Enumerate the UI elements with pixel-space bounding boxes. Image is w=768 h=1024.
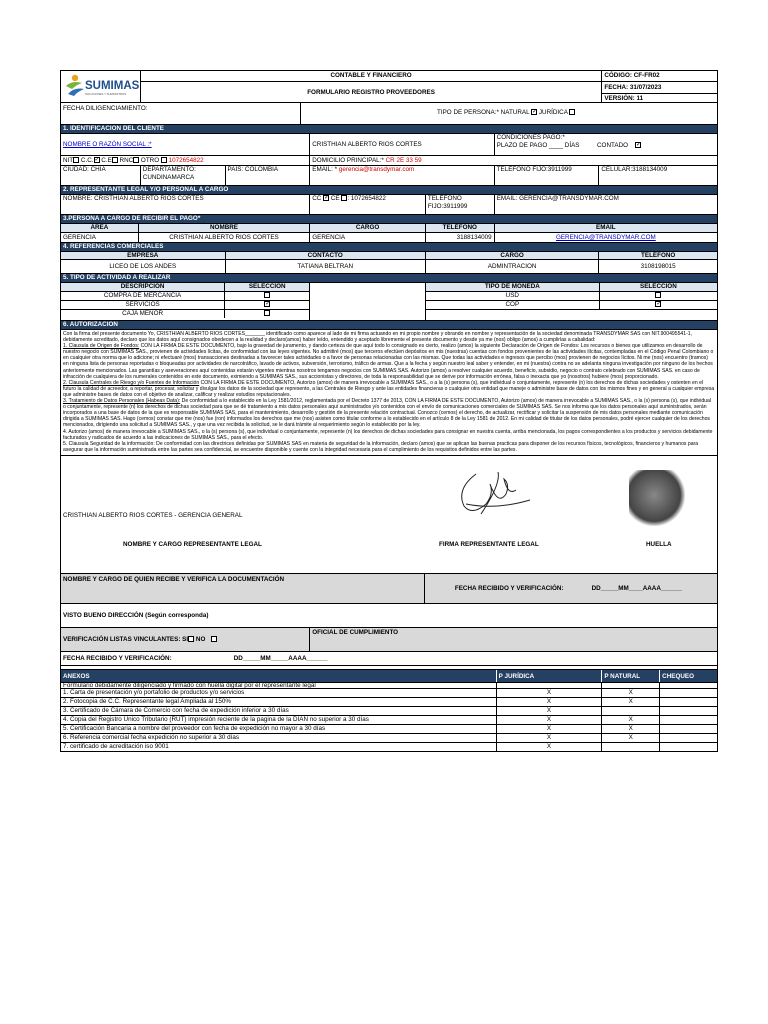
- col-ref-cargo: CARGO: [426, 252, 599, 260]
- ref-data-row: [60, 260, 718, 274]
- id-type-field: NIT C.C.✓ C.E RNC OTRO 1072654822: [61, 156, 310, 165]
- juridica-checkbox[interactable]: [569, 109, 575, 115]
- celular-field[interactable]: CELULAR:3188134009: [601, 166, 668, 173]
- contado-label: CONTADO: [597, 141, 629, 149]
- anexo-chequeo[interactable]: [660, 707, 717, 715]
- rep-id-field[interactable]: CC ✓ CE : 1072654822: [310, 195, 426, 214]
- pais-field[interactable]: PAÍS: COLOMBIA: [226, 166, 311, 185]
- anexo-juridica: X: [497, 716, 603, 724]
- moneda-item: COP ✓: [426, 301, 717, 310]
- name-value[interactable]: CRISTHIAN ALBERTO RIOS CORTES: [310, 134, 494, 155]
- listas-field: VERIFICACIÓN LISTAS VINCULANTES: SI NO: [61, 628, 310, 651]
- fecha2-row: [60, 652, 718, 666]
- form-title: FORMULARIO REGISTRO PROVEEDORES: [307, 89, 435, 96]
- otro-checkbox[interactable]: [161, 157, 167, 163]
- natural-checkbox[interactable]: ✓: [532, 109, 538, 116]
- anexo-row: [60, 698, 718, 707]
- visto-bueno-label: VISTO BUENO DIRECCIÓN (Según corresponda): [63, 611, 209, 619]
- auth-clause-2: 2. Clausula Centrales de Riesgo y/o Fuentes de Información CON LA FIRMA DE ESTE DOCUMENTO, Autorizo (amos) de manera irrevocable a SUMIMAS SAS., o a la (s) persona (s), que individual o conjuntamente, represente (n) los derechos de dichas sociedades y ostenten en el futuro la calidad de acreedor, a reportar, procesar, solicitar y divulgar los datos de la sociedad que represento, a las Centrales de Riesgo y ante las entidades financieras o cualquier otra entidad que maneje o administre base de datos con los mismos fines y en general a cualquier empresa que administre bases de datos con el objetivo de analizar, calificar y realizar estudios reputacionales.: [63, 379, 715, 398]
- compra-checkbox[interactable]: [264, 292, 270, 298]
- anexo-chequeo[interactable]: [660, 683, 717, 688]
- departamento-field[interactable]: DEPARTAMENTO: CUNDINAMARCA: [141, 166, 226, 185]
- anexo-natural: [602, 707, 660, 715]
- rnc-checkbox[interactable]: [133, 157, 139, 163]
- ciudad-field[interactable]: CIUDAD: CHIA: [61, 166, 141, 185]
- oficial-label: OFICIAL DE CUMPLIMIENTO: [312, 628, 399, 636]
- anexo-text: 6. Referencia comercial fecha expedición no superior a 30 días: [61, 734, 497, 742]
- anexo-natural: X: [602, 689, 660, 697]
- huella-label: HUELLA: [646, 540, 672, 548]
- signature-icon: [446, 464, 536, 524]
- logo: [61, 71, 141, 102]
- authorization-text: [60, 330, 718, 456]
- nit-checkbox[interactable]: [73, 157, 79, 163]
- fecha2-field[interactable]: FECHA RECIBIDO Y VERIFICACIÓN: DD_____MM_____AAAA______: [63, 654, 328, 662]
- document-meta: [602, 71, 717, 102]
- anexo-text: 3. Certificado de Cámara de Comercio con fecha de expedición inferior a 30 días: [61, 707, 497, 715]
- juridica-label: JURÍDICA: [538, 109, 568, 116]
- col-email: EMAIL: [596, 224, 616, 231]
- id-number[interactable]: 1072654822: [168, 157, 204, 164]
- col-anexos: ANEXOS: [61, 670, 497, 682]
- rep-cc-checkbox[interactable]: ✓: [324, 195, 330, 202]
- form-date: FECHA: 31/07/2023: [602, 82, 717, 94]
- anexo-natural: X: [602, 698, 660, 706]
- col-nombre: NOMBRE: [139, 224, 310, 232]
- payment-conditions: [495, 134, 717, 155]
- anexo-chequeo[interactable]: [660, 716, 717, 724]
- moneda-table: [426, 283, 717, 320]
- recibe-label: NOMBRE Y CARGO DE QUIEN RECIBE Y VERIFICA LA DOCUMENTACIÓN: [61, 574, 425, 603]
- anexo-chequeo[interactable]: [660, 734, 717, 742]
- actividad-table: [60, 283, 718, 321]
- anexo-row: [60, 689, 718, 698]
- anexo-chequeo[interactable]: [660, 725, 717, 733]
- ce-checkbox[interactable]: [112, 157, 118, 163]
- anexo-chequeo[interactable]: [660, 698, 717, 706]
- pago-nombre[interactable]: CRISTHIAN ALBERTO RIOS CORTES: [139, 233, 310, 242]
- anexo-chequeo[interactable]: [660, 689, 717, 697]
- fecha-recibido-field[interactable]: FECHA RECIBIDO Y VERIFICACIÓN: DD_____MM____AAAA______: [454, 584, 682, 592]
- usd-checkbox[interactable]: [655, 292, 661, 298]
- listas-row: [60, 628, 718, 652]
- form-code: CÓDIGO: CF-FR02: [602, 71, 717, 82]
- anexo-juridica: [497, 683, 603, 688]
- col-tipo-moneda: TIPO DE MONEDA: [426, 283, 600, 291]
- name-label: NOMBRE O RAZÓN SOCIAL :*: [61, 134, 310, 155]
- rep-nombre-field[interactable]: NOMBRE: CRISTHIAN ALBERTO RIOS CORTES: [61, 195, 310, 214]
- cond-pago-label: CONDICIONES PAGO:*: [496, 134, 565, 141]
- listas-si-checkbox[interactable]: [188, 636, 194, 642]
- anexo-row: [60, 707, 718, 716]
- auth-clause-3: 3. Tratamiento de Datos Personales (Habeas Data): De conformidad a lo establecido en la Ley 1581/2012, reglamentada por el Decreto 1377 de 2013, CON LA FIRMA DE ESTE DOCUMENTO, Autorizo (amos) de manera irrevocable a SUMIMAS SAS., o la (s) persona (s), que individual o conjuntamente, represente (n) los derechos de dichas sociedad para que se dé tratamiento a mis datos personales aquí suministrados y/o contenidos con el envío de comunicaciones comerciales de SUMIMAS SAS. Se nos informa que los datos personales aquí suministrados, serán incorporados a una base de datos de la que es responsable SUMIMAS SAS, para el mantenimiento, desarrollo y gestión de la presente relación contractual. Conozco (cemos) el derecho, de actualizar, rectificar y solicitar la suspensión de mis datos personales mediante comunicación dirigida a SUMIMAS SAS. Hago (cemos) constar que me (nos) fue (ron) informados los derechos que me (nos) asisten como titular conforme a lo establecido en el artículo 8 de la Ley 1581 de 2012. En mi calidad de titular de los datos personales, podré ejercer cualquier de los derechos mencionados, dirigiendo una solicitud a SUMIMAS SAS., y que una vez recibida la solicitud, se le dará trámite al requerimiento según lo establecido por la ley.: [63, 398, 711, 429]
- ref-contacto[interactable]: TATIANA BELTRAN: [226, 260, 426, 273]
- section-1-title: 1. IDENTIFICACION DEL CLIENTE: [60, 125, 718, 134]
- section-5-title: 5. TIPO DE ACTIVIDAD A REALIZAR: [60, 274, 718, 283]
- fecha-diligenciamiento-label: FECHA DILIGENCIAMIENTO:: [61, 103, 301, 124]
- tipo-persona-label: TIPO DE PERSONA:* NATURAL: [437, 109, 530, 116]
- anexos-header: [60, 669, 718, 683]
- sumimas-logo-icon: [64, 74, 86, 98]
- anexo-text: 7. certificado de acreditación iso 9001: [61, 743, 497, 751]
- pago-data-row: [60, 233, 718, 243]
- auth-clause-5: 5. Clausula Seguridad de la información: De conformidad con las directrices definidas por SUMIMAS SAS en materia de seguridad de la información, declaro (amos) que se aplican las buenas practicas para disponer de los recursos físicos, tecnológicos, financieros y humanos para asegurar que la información suministrada entre las partes sea confidencial, se encuentre disponible y cuente con la integridad necesaria para el cumplimiento de los requisitos definidos entre las partes.: [63, 440, 699, 453]
- section-4-title: 4. REFERENCIAS COMERCIALES: [60, 243, 718, 252]
- actividad-item: SERVICIOS ✓: [61, 301, 309, 310]
- col-p-juridica: P JURÍDICA: [497, 670, 603, 682]
- location-row: [60, 166, 718, 186]
- supplier-registration-form: [60, 70, 718, 752]
- col-p-natural: P NATURAL: [602, 670, 660, 682]
- pago-telefono[interactable]: 3188134009: [426, 233, 495, 242]
- rep-legal-label: NOMBRE Y CARGO REPRESENTANTE LEGAL: [123, 540, 262, 548]
- anexo-juridica: X: [497, 689, 603, 697]
- col-contacto: CONTACTO: [226, 252, 426, 260]
- telefono-fijo-field[interactable]: TELÉFONO FIJO:3911999: [495, 166, 600, 185]
- ref-empresa[interactable]: LICEO DE LOS ANDES: [61, 260, 226, 273]
- form-header: [60, 70, 718, 103]
- anexo-natural: [602, 743, 660, 751]
- anexo-chequeo[interactable]: [660, 743, 717, 751]
- moneda-item: USD: [426, 292, 717, 301]
- col-area: ÁREA: [61, 224, 139, 232]
- email-field[interactable]: EMAIL: * gerencia@transdymar.com: [310, 166, 494, 185]
- anexo-row: [60, 725, 718, 734]
- tipo-persona-field: [301, 103, 717, 124]
- col-seleccion-moneda: SELECCIÓN: [640, 283, 677, 290]
- col-seleccion: SELECCIÓN: [248, 283, 286, 290]
- anexo-row: [60, 743, 718, 752]
- department-label: CONTABLE Y FINANCIERO: [141, 71, 602, 82]
- rep-telefono-field[interactable]: TELÉFONO FIJO:3911999: [426, 195, 495, 214]
- fecha-row: [60, 103, 718, 125]
- contado-checkbox[interactable]: ✓: [636, 141, 642, 148]
- anexo-natural: X: [602, 725, 660, 733]
- header-title-block: [141, 71, 603, 102]
- anexo-juridica: X: [497, 707, 603, 715]
- section-2-title: 2. REPRESENTANTE LEGAL Y/O PERSONAL A CARGO: [60, 186, 718, 195]
- anexo-juridica: X: [497, 734, 603, 742]
- auth-clause-1: 1. Clausula de Origen de Fondos: CON LA FIRMA DE ESTE DOCUMENTO, bajo la gravedad de juramento, y dando certeza de que aquí todo lo consignado es cierto, realizo (amos) la siguiente Declaración de Origen de Fondos: Los recursos o bienes que utilizamos en desarrollo de nuestro negocio con SUMIMAS SAS., provienen de actividades lícitas, de conformidad con las leyes vigentes. No admitiré (mos) que terceros efectúen depósitos en mis (nuestras) cuentas con fondos provenientes de las actividades ilícitas, contempladas en el Código Penal Colombiano o en cualquier otra norma que lo adicione; ni efectuaré (mos) transacciones destinadas a favorecer tales actividades o a favor de personas relacionadas con las mismas. Que todas las actividades e ingresos que percibo (mos) provienen de negocios lícitos. Ni me (nos) encuentro (tramos) en ninguna lista de personas reportadas o bloqueadas por actividades de narcotráfico, lavado de activos, subversión, terrorismo, tráfico de armas. Que a la fecha y según nuestro leal saber y entender, en mi (nuestra) contra no se adelanta ninguna investigación por ninguno de los hechos anteriormente mencionados. Las garantías y aseveraciones aquí contenidas estarán vigentes mientras nosotros tengamos negocios con SUMIMAS SAS. Autorizo (amos) a resolver cualquier acuerdo, beneficio, subsidio, negocio o contrato celebrado con SUMIMAS SAS. en caso de infracción de cualquiera de los numerales contenidos en este documento, eximiendo a SUMIMAS SAS., sus accionistas y directores, de toda la responsabilidad que se derive por información errónea, falsa o inexacta que yo (nosotros) hubiere (mos) proporcionado.: [63, 343, 714, 380]
- actividad-item: COMPRA DE MERCANCIA: [61, 292, 309, 301]
- section-6-title: 6. AUTORIZACION: [60, 321, 718, 330]
- anexo-text: Formulario debidamente diligenciado y firmado con huella digital por el representante legal: [61, 683, 497, 688]
- fingerprint-icon: [629, 470, 685, 526]
- pago-area[interactable]: GERENCIA: [61, 233, 139, 242]
- rep-legal-row: [60, 195, 718, 215]
- logo-text: SUMIMAS: [85, 80, 140, 92]
- domicilio-field[interactable]: DOMICILIO PRINCIPAL:* CR 2E 33 59: [312, 157, 422, 164]
- logo-subtext: SOLUCIONES Y SUMINISTROS: [85, 92, 127, 96]
- actividad-left: [61, 283, 310, 320]
- anexo-text: 2. Fotocopia de C.C. Representante legal Ampliada al 150%: [61, 698, 497, 706]
- section-3-title: 3.PERSONA A CARGO DE RECIBIR EL PAGO*: [60, 215, 718, 224]
- name-row: [60, 134, 718, 156]
- ref-telefono[interactable]: 3108198015: [640, 263, 676, 270]
- col-telefono: TELÉFONO: [426, 224, 495, 232]
- cc-checkbox[interactable]: ✓: [94, 157, 100, 164]
- anexo-juridica: X: [497, 743, 603, 751]
- anexo-row: [60, 716, 718, 725]
- col-cargo: CARGO: [310, 224, 426, 232]
- anexo-natural: [602, 683, 660, 688]
- col-chequeo: CHEQUEO: [662, 672, 694, 680]
- signature-block: [60, 456, 718, 574]
- col-empresa: EMPRESA: [61, 252, 226, 260]
- ref-cargo[interactable]: ADMINTRACION: [426, 260, 599, 273]
- caja-menor-checkbox[interactable]: [264, 310, 270, 316]
- auth-clause-4: 4. Autorizo (amos) de manera irrevocable a SUMIMAS SAS., o la (s) persona (s), que individual o conjuntamente, represente (n) los derechos de dichas sociedades para consignar en nuestra cuenta, arriba mencionada, los pagos correspondientes a los productos y servicios debidamente facturados y radicados de acuerdo a las indicaciones de SUMIMAS SAS., para el efecto.: [63, 428, 713, 441]
- plazo-pago-field[interactable]: PLAZO DE PAGO ____ DÍAS CONTADO ✓: [496, 141, 642, 149]
- anexo-juridica: X: [497, 725, 603, 733]
- recibe-row: [60, 574, 718, 604]
- col-ref-telefono: TELÉFONO: [641, 251, 676, 259]
- actividad-spacer: [310, 283, 426, 320]
- listas-no-checkbox[interactable]: [211, 636, 217, 642]
- auth-intro: Con la firma del presente documento Yo, CRISTHIAN ALBERTO RIOS CORTES_______ identificado como aparece al lado de mi firma actuando en mi propio nombre y obrando en nombre y representación de la sociedad denominada TRANSDYMAR SAS con NIT.900495541-1, debidamente acreditado, declaro que los datos aquí consignados obedecen a la realidad y declaro(amos) haber leído, entendido y aceptado libremente el presente documento y desde ya me (nos) obligo (amos) a cumplirlas a cabalidad:: [63, 331, 693, 344]
- anexo-text: 5. Certificación Bancaria a nombre del proveedor con fecha de expedición no mayor a 30 días: [61, 725, 497, 733]
- actividad-item: CAJA MENOR: [61, 310, 309, 318]
- anexo-juridica: X: [497, 698, 603, 706]
- pago-email[interactable]: GERENCIA@TRANSDYMAR.COM: [555, 233, 656, 241]
- cop-checkbox[interactable]: ✓: [656, 300, 662, 307]
- col-descripcion: DESCRIPCION: [61, 283, 225, 291]
- pago-cargo[interactable]: GERENCIA: [310, 233, 426, 242]
- id-row: [60, 156, 718, 166]
- visto-bueno-row: [60, 604, 718, 628]
- anexo-text: 1. Carta de presentación y/o portafolio de productos y/o servicios: [61, 689, 497, 697]
- rep-email-field[interactable]: EMAIL: GERENCIA@TRANSDYMAR.COM: [496, 195, 619, 202]
- pago-header-row: [60, 224, 718, 233]
- anexo-natural: X: [602, 716, 660, 724]
- anexos-body: [60, 683, 718, 752]
- servicios-checkbox[interactable]: ✓: [265, 300, 271, 307]
- anexo-row: [60, 734, 718, 743]
- firma-label: FIRMA REPRESENTANTE LEGAL: [439, 540, 539, 548]
- rep-name-signature: CRISTHIAN ALBERTO RIOS CORTES - GERENCIA GENERAL: [63, 511, 243, 519]
- form-version: VERSIÓN: 11: [604, 95, 644, 102]
- anexo-natural: X: [602, 734, 660, 742]
- ref-header-row: [60, 252, 718, 261]
- anexo-text: 4. Copia del Registro Único Tributario (RUT) impresión reciente de la pagina de la DIAN no superior a 30 días: [61, 716, 497, 724]
